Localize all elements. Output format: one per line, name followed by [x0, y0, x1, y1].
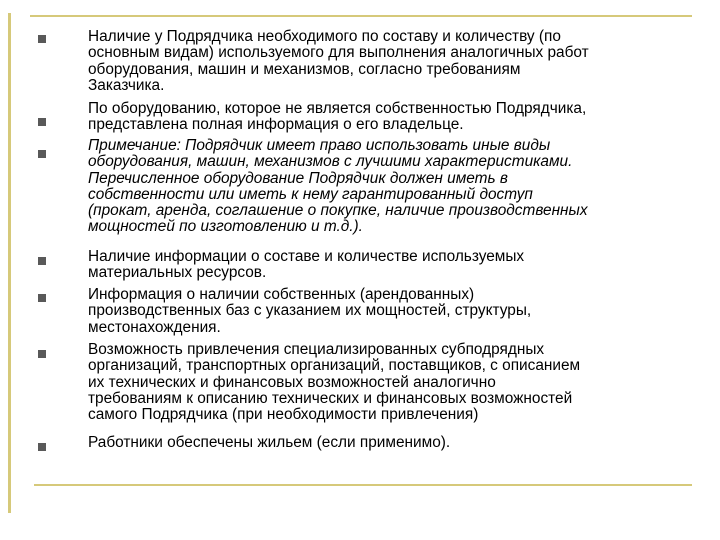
list-item-line: основным видам) используемого для выполнения аналогичных работ	[88, 44, 589, 62]
list-item-note	[88, 138, 700, 236]
list-item-equipment-availability	[88, 29, 700, 94]
list-item-line: Примечание: Подрядчик имеет право использовать иные виды	[88, 137, 551, 154]
square-bullet-icon	[38, 118, 46, 126]
square-bullet-icon	[38, 350, 46, 358]
list-item-line: Работники обеспечены жильем (если применимо).	[88, 434, 451, 451]
list-item-line: материальных ресурсов.	[88, 264, 267, 282]
list-item-line: Заказчика.	[88, 76, 165, 94]
list-item-line: их технических и финансовых возможностей аналогично	[88, 373, 496, 391]
list-item-subcontractors	[88, 342, 700, 423]
list-item-material-resources	[88, 249, 700, 282]
list-item-equipment-owner-info	[88, 101, 700, 134]
list-item-line: мощностей по изготовлению и т.д.).	[88, 218, 363, 236]
list-item-line: местонахождения.	[88, 318, 221, 336]
list-item-line: Возможность привлечения специализированных субподрядных	[88, 341, 545, 358]
list-item-line: оборудования, машин, механизмов с лучшими характеристиками.	[88, 153, 573, 171]
list-item-line: По оборудованию, которое не является собственностью Подрядчика,	[88, 100, 587, 117]
list-item-line: Наличие информации о составе и количестве используемых	[88, 248, 525, 265]
list-item-housing	[88, 435, 700, 451]
list-item-line: самого Подрядчика (при необходимости привлечения)	[88, 406, 479, 424]
list-item-line: представлена полная информация о его владельце.	[88, 116, 464, 134]
list-item-line: Перечисленное оборудование Подрядчик должен иметь в	[88, 169, 508, 187]
list-item-production-bases	[88, 287, 700, 336]
square-bullet-icon	[38, 443, 46, 451]
list-item-line: организаций, транспортных организаций, поставщиков, с описанием	[88, 357, 581, 375]
bottom-accent-rule	[34, 484, 692, 486]
square-bullet-icon	[38, 294, 46, 302]
list-item-line: требованиям к описанию технических и финансовых возможностей	[88, 389, 573, 407]
list-item-line: Наличие у Подрядчика необходимого по составу и количеству (по	[88, 28, 561, 45]
list-item-line: Информация о наличии собственных (арендованных)	[88, 286, 475, 303]
list-item-line: оборудования, машин и механизмов, согласно требованиям	[88, 60, 521, 78]
square-bullet-icon	[38, 150, 46, 158]
square-bullet-icon	[38, 35, 46, 43]
list-item-line: собственности или иметь к нему гарантированный доступ	[88, 185, 533, 203]
square-bullet-icon	[38, 257, 46, 265]
list-item-line: производственных баз с указанием их мощностей, структуры,	[88, 302, 532, 320]
list-item-line: (прокат, аренда, соглашение о покупке, наличие производственных	[88, 202, 588, 220]
